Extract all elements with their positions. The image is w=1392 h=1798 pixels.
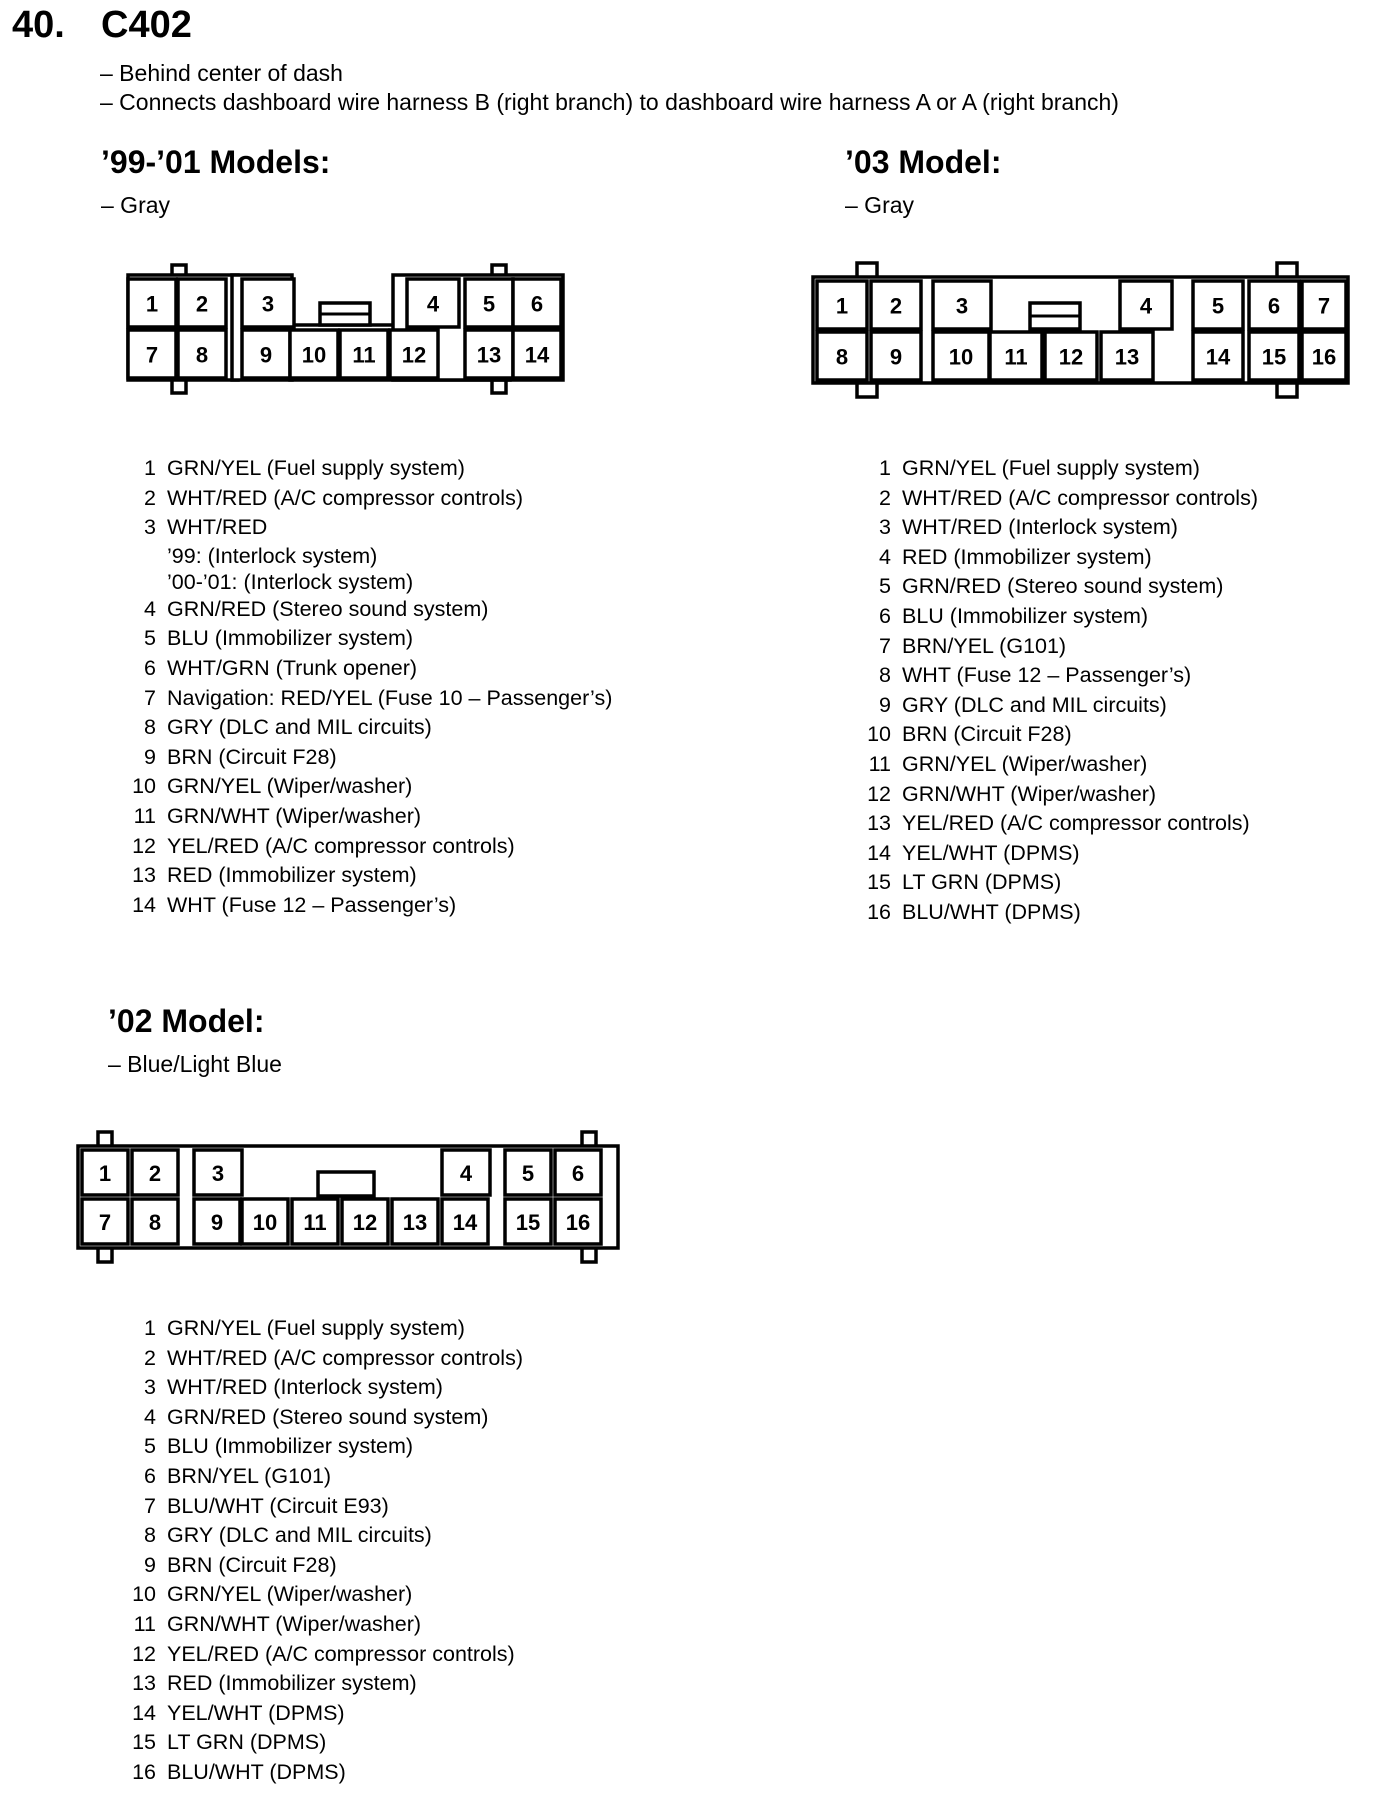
pin-cavity-number: 9	[210, 1210, 224, 1235]
pin-number: 5	[144, 626, 156, 651]
pin-number: 10	[132, 1582, 156, 1607]
pin-number: 10	[132, 774, 156, 799]
pin-number: 15	[132, 1730, 156, 1755]
pin-cavity-number: 7	[145, 342, 159, 368]
pin-number: 7	[144, 1493, 156, 1518]
pin-description: GRY (DLC and MIL circuits)	[902, 692, 1167, 717]
pin-description: BLU (Immobilizer system)	[167, 626, 414, 651]
pin-cavity-number: 14	[1205, 344, 1231, 370]
pin-entry	[122, 654, 612, 684]
pin-number: 3	[144, 515, 156, 540]
pin-number: 4	[879, 544, 891, 569]
pin-description: BRN (Circuit F28)	[167, 744, 337, 769]
pin-cavity-number: 14	[524, 342, 550, 368]
pin-description: WHT/RED (A/C compressor controls)	[902, 485, 1258, 510]
pin-number: 13	[132, 863, 156, 888]
pin-cavity-number: 9	[259, 342, 273, 368]
pin-entry	[122, 684, 612, 714]
pin-cavity-number: 2	[889, 293, 903, 319]
pin-description: GRN/RED (Stereo sound system)	[167, 1404, 489, 1429]
pin-number: 9	[144, 744, 156, 769]
pin-description: BLU/WHT (DPMS)	[167, 1759, 346, 1784]
pin-description: BLU (Immobilizer system)	[167, 1434, 414, 1459]
pin-entry	[122, 832, 612, 862]
model-title-02: ’02 Model:	[108, 1003, 265, 1039]
pin-number: 13	[867, 811, 891, 836]
pin-number: 7	[879, 633, 891, 658]
pin-entry	[857, 513, 1258, 543]
pin-cavity-number: 3	[261, 291, 275, 317]
pin-entry	[857, 543, 1258, 573]
pin-description: GRN/YEL (Wiper/washer)	[167, 1582, 413, 1607]
pin-description: BRN (Circuit F28)	[902, 722, 1072, 747]
pin-entry	[122, 1699, 523, 1729]
pin-number: 3	[879, 515, 891, 540]
pin-description: WHT (Fuse 12 – Passenger’s)	[902, 663, 1192, 688]
pin-description: WHT/RED (Interlock system)	[167, 1375, 443, 1400]
pin-description: BRN/YEL (G101)	[902, 633, 1067, 658]
pin-cavity-number: 12	[352, 1210, 378, 1235]
pin-cavity-number: 11	[303, 1210, 327, 1235]
pin-description: RED (Immobilizer system)	[902, 544, 1152, 569]
pin-description: WHT/RED	[167, 515, 268, 540]
pin-cavity-number: 6	[530, 291, 544, 317]
pin-number: 7	[144, 685, 156, 710]
pin-description: WHT/RED (Interlock system)	[902, 515, 1178, 540]
pin-cavity-number: 11	[352, 342, 376, 368]
model-title-03: ’03 Model:	[845, 144, 1002, 180]
pin-description: WHT (Fuse 12 – Passenger’s)	[167, 892, 457, 917]
pin-description: GRN/YEL (Wiper/washer)	[902, 751, 1148, 776]
pin-cavity-number: 6	[571, 1161, 585, 1186]
pin-description: YEL/RED (A/C compressor controls)	[902, 811, 1250, 836]
pin-number: 2	[144, 1345, 156, 1370]
pin-entry	[122, 513, 612, 595]
pin-number: 2	[879, 485, 891, 510]
pin-description: GRN/YEL (Fuel supply system)	[167, 1316, 465, 1340]
pin-description: YEL/WHT (DPMS)	[167, 1700, 345, 1725]
pin-number: 15	[867, 870, 891, 895]
pin-description: GRN/RED (Stereo sound system)	[167, 596, 489, 621]
pin-cavity-number: 15	[515, 1210, 541, 1235]
pin-description: YEL/RED (A/C compressor controls)	[167, 833, 515, 858]
pin-entry	[857, 484, 1258, 514]
pin-entry	[122, 861, 612, 891]
pin-description: LT GRN (DPMS)	[902, 870, 1062, 895]
pin-cavity-number: 10	[948, 344, 974, 370]
connector-diagram-99-01	[120, 255, 570, 400]
model-color-03: – Gray	[845, 192, 915, 218]
pin-description: BLU (Immobilizer system)	[902, 603, 1149, 628]
pin-cavity-number: 13	[476, 342, 502, 368]
pin-number: 9	[144, 1552, 156, 1577]
pin-entry	[122, 1521, 523, 1551]
pin-description: LT GRN (DPMS)	[167, 1730, 327, 1755]
pin-entry	[122, 1551, 523, 1581]
pin-number: 14	[867, 840, 891, 865]
pin-description: WHT/RED (A/C compressor controls)	[167, 1345, 523, 1370]
pin-cavity-number: 2	[195, 291, 209, 317]
pin-number: 1	[879, 456, 891, 480]
section-number: 40.	[12, 4, 65, 46]
pin-entry	[122, 1640, 523, 1670]
pin-number: 9	[879, 692, 891, 717]
pin-cavity-number: 9	[889, 344, 903, 370]
pin-description: GRN/YEL (Wiper/washer)	[167, 774, 413, 799]
pin-entry	[122, 1373, 523, 1403]
pin-entry	[857, 661, 1258, 691]
pin-number: 12	[132, 1641, 156, 1666]
pin-number: 12	[132, 833, 156, 858]
pin-cavity-number: 1	[98, 1161, 112, 1186]
pin-number: 6	[144, 655, 156, 680]
pin-cavity-number: 7	[1317, 293, 1331, 319]
pin-description: YEL/RED (A/C compressor controls)	[167, 1641, 515, 1666]
model-color-02: – Blue/Light Blue	[108, 1051, 282, 1077]
pin-cavity-number: 10	[252, 1210, 278, 1235]
pin-cavity-number: 8	[195, 342, 209, 368]
pin-number: 5	[879, 574, 891, 599]
pin-number: 4	[144, 596, 156, 621]
pin-entry	[122, 1403, 523, 1433]
pin-entry	[857, 454, 1258, 484]
pin-description: BLU/WHT (Circuit E93)	[167, 1493, 389, 1518]
pin-description: BRN (Circuit F28)	[167, 1552, 337, 1577]
pin-entry	[857, 809, 1258, 839]
pin-cavity-number: 5	[521, 1161, 535, 1186]
pin-cavity-number: 12	[1058, 344, 1084, 370]
pin-cavity-number: 15	[1261, 344, 1287, 370]
pin-description: GRN/YEL (Fuel supply system)	[167, 456, 465, 480]
pin-number: 5	[144, 1434, 156, 1459]
latch	[318, 1172, 374, 1196]
pin-number: 1	[144, 1316, 156, 1340]
pin-number: 10	[867, 722, 891, 747]
pin-cavity-number: 1	[145, 291, 159, 317]
connects-note: – Connects dashboard wire harness B (right branch) to dashboard wire harness A or A (right branch)	[100, 89, 1119, 115]
pin-cavity-number: 16	[565, 1210, 591, 1235]
pin-entry	[122, 1314, 523, 1344]
pin-cavity-number: 1	[835, 293, 849, 319]
pin-cavity-number: 4	[459, 1161, 473, 1186]
pin-description: GRN/YEL (Fuel supply system)	[902, 456, 1200, 480]
pin-cavity-number: 7	[98, 1210, 112, 1235]
pin-number: 14	[132, 892, 156, 917]
pin-cavity-number: 13	[1114, 344, 1140, 370]
pin-entry	[857, 691, 1258, 721]
pin-cavity-number: 5	[482, 291, 496, 317]
model-title-99-01: ’99-’01 Models:	[101, 144, 331, 180]
pin-list-02	[122, 1314, 523, 1788]
pin-number: 16	[132, 1759, 156, 1784]
pin-number: 13	[132, 1671, 156, 1696]
pin-entry	[122, 891, 612, 921]
pin-cavity-number: 3	[955, 293, 969, 319]
pin-number: 11	[133, 1611, 156, 1636]
pin-number: 8	[144, 1523, 156, 1548]
pin-entry	[122, 1758, 523, 1788]
pin-description: GRN/WHT (Wiper/washer)	[902, 781, 1157, 806]
connector-diagram-02	[70, 1120, 630, 1270]
pin-cavity-number: 12	[401, 342, 427, 368]
pin-cavity-number: 2	[148, 1161, 162, 1186]
pin-description: GRN/RED (Stereo sound system)	[902, 574, 1224, 599]
pin-entry	[122, 1610, 523, 1640]
pin-description: BLU/WHT (DPMS)	[902, 899, 1081, 924]
connector-diagram-03	[805, 255, 1360, 405]
pin-description: GRY (DLC and MIL circuits)	[167, 1523, 432, 1548]
pin-entry	[122, 1344, 523, 1374]
pin-cavity-number: 4	[426, 291, 440, 317]
pin-entry	[122, 454, 612, 484]
pin-entry	[122, 484, 612, 514]
pin-entry	[857, 572, 1258, 602]
pin-description: YEL/WHT (DPMS)	[902, 840, 1080, 865]
pin-sub-description: ’99: (Interlock system)	[167, 543, 378, 568]
pin-entry	[857, 750, 1258, 780]
pin-entry	[122, 1462, 523, 1492]
pin-entry	[857, 780, 1258, 810]
pin-number: 12	[867, 781, 891, 806]
location-note: – Behind center of dash	[100, 60, 343, 86]
pin-cavity-number: 8	[835, 344, 849, 370]
pin-entry	[857, 632, 1258, 662]
pin-number: 6	[144, 1463, 156, 1488]
pin-entry	[122, 1669, 523, 1699]
connector-code: C402	[101, 4, 192, 46]
pin-description: Navigation: RED/YEL (Fuse 10 – Passenger’s)	[167, 685, 613, 710]
pin-number: 8	[879, 663, 891, 688]
pin-entry	[122, 1728, 523, 1758]
pin-number: 1	[144, 456, 156, 480]
pin-description: GRN/WHT (Wiper/washer)	[167, 1611, 422, 1636]
pin-entry	[122, 595, 612, 625]
pin-number: 6	[879, 603, 891, 628]
pin-number: 11	[868, 751, 891, 776]
pin-number: 16	[867, 899, 891, 924]
pin-cavity-number: 11	[1004, 344, 1028, 370]
pin-cavity-number: 3	[211, 1161, 225, 1186]
pin-entry	[857, 898, 1258, 928]
pin-entry	[122, 713, 612, 743]
pin-list-99-01	[122, 454, 612, 920]
pin-number: 11	[133, 803, 156, 828]
pin-description: GRN/WHT (Wiper/washer)	[167, 803, 422, 828]
pin-entry	[122, 1580, 523, 1610]
pin-description: BRN/YEL (G101)	[167, 1463, 332, 1488]
pin-entry	[857, 602, 1258, 632]
pin-cavity-number: 16	[1311, 344, 1337, 370]
pin-entry	[857, 839, 1258, 869]
pin-cavity-number: 8	[148, 1210, 162, 1235]
pin-number: 8	[144, 715, 156, 740]
pin-entry	[122, 743, 612, 773]
pin-number: 2	[144, 485, 156, 510]
pin-description: GRY (DLC and MIL circuits)	[167, 715, 432, 740]
pin-list-03	[857, 454, 1258, 928]
pin-entry	[122, 1432, 523, 1462]
pin-cavity-number: 5	[1211, 293, 1225, 319]
pin-entry	[122, 772, 612, 802]
pin-entry	[122, 1492, 523, 1522]
pin-entry	[857, 720, 1258, 750]
pin-cavity-number: 10	[301, 342, 327, 368]
pin-number: 14	[132, 1700, 156, 1725]
model-color-99-01: – Gray	[101, 192, 171, 218]
pin-cavity-number: 13	[402, 1210, 428, 1235]
pin-sub-description: ’00-’01: (Interlock system)	[167, 569, 414, 594]
pin-description: RED (Immobilizer system)	[167, 863, 417, 888]
pin-cavity-number: 4	[1139, 293, 1153, 319]
pin-description: WHT/RED (A/C compressor controls)	[167, 485, 523, 510]
pin-entry	[122, 624, 612, 654]
pin-cavity-number: 6	[1267, 293, 1281, 319]
pin-number: 3	[144, 1375, 156, 1400]
pin-number: 4	[144, 1404, 156, 1429]
pin-description: RED (Immobilizer system)	[167, 1671, 417, 1696]
pin-description: WHT/GRN (Trunk opener)	[167, 655, 418, 680]
pin-entry	[857, 868, 1258, 898]
pin-entry	[122, 802, 612, 832]
pin-cavity-number: 14	[452, 1210, 478, 1235]
